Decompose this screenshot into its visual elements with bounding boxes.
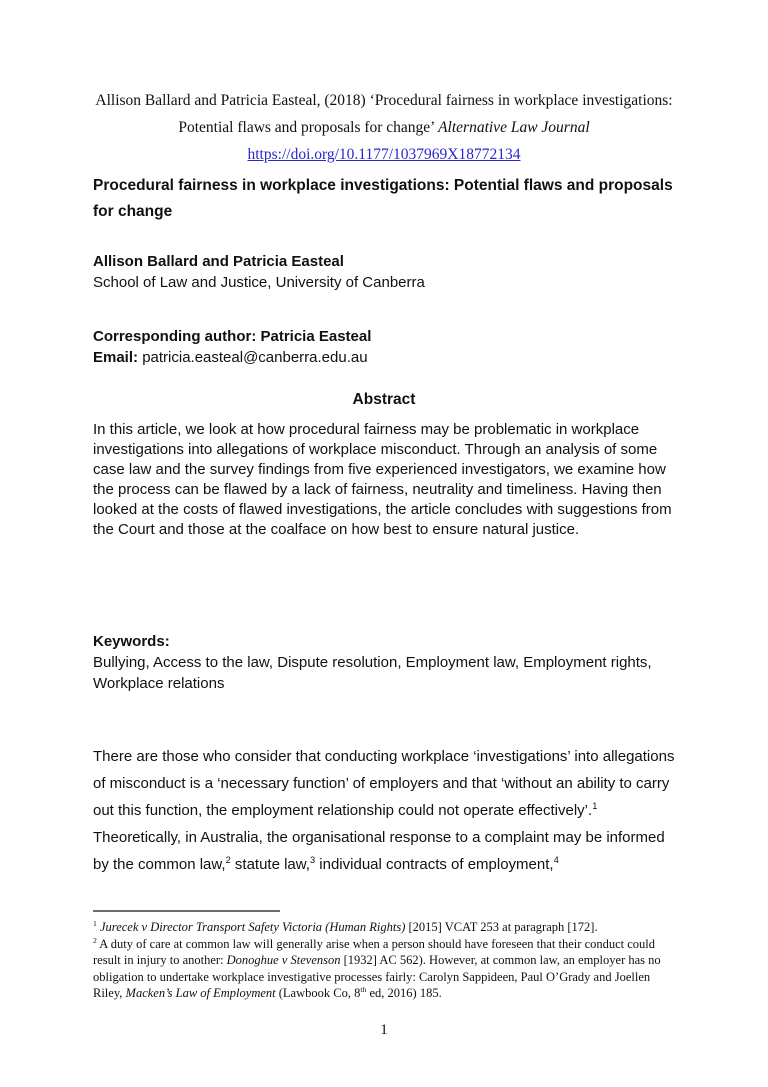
citation-line-1: Allison Ballard and Patricia Easteal, (2018) ‘Procedural fairness in workplace investigations: <box>95 92 673 109</box>
footnote-2: $^2$ A duty of care at common law will generally arise when a person should have foreseen that their conduct could result in injury to another: Donoghue v Stevenson [1932] AC 562). However, at common law, an employer has no obligation to undertake workplace investigative processes fairly: Carolyn Sappideen, Paul O’Grady and Joellen Riley, Macken’s Law of Employment (Lawbook Co, 8th ed, 2016) 185. <box>93 935 661 1000</box>
footnotes <box>93 919 675 1002</box>
email-value: patricia.easteal@canberra.edu.au <box>142 349 368 366</box>
corresponding-author: Corresponding author: Patricia Easteal <box>93 328 372 345</box>
keywords-text: Bullying, Access to the law, Dispute resolution, Employment law, Employment rights, Workplace relations <box>93 654 652 692</box>
citation-doi-line <box>93 141 675 168</box>
footnote-separator <box>93 910 280 912</box>
citation-header <box>93 87 675 168</box>
footnote-1: $^1$ Jurecek v Director Transport Safety Victoria (Human Rights) [2015] VCAT 253 at paragraph [172]. <box>93 918 598 934</box>
authors: Allison Ballard and Patricia Easteal <box>93 253 344 270</box>
doi-link[interactable]: https://doi.org/10.1177/1037969X18772134 <box>247 146 521 163</box>
page-number: 1 <box>380 1022 388 1038</box>
abstract-text: In this article, we look at how procedural fairness may be problematic in workplace investigations into allegations of workplace misconduct. Through an analysis of some case law and the survey findings from five experienced investigators, we examine how the process can be flawed by a lack of fairness, neutrality and timeliness. Having then looked at the costs of flawed investigations, the article concludes with suggestions from the Court and those at the coalface on how best to ensure natural justice. <box>93 421 672 538</box>
email-line <box>93 347 675 368</box>
abstract-heading: Abstract <box>352 391 416 408</box>
keywords-heading: Keywords: <box>93 633 170 650</box>
affiliation: School of Law and Justice, University of Canberra <box>93 274 425 291</box>
body-paragraph: There are those who consider that conducting workplace ‘investigations’ into allegations of misconduct is a ‘necessary function’ of employers and that ‘without an ability to carry out this function, the employment relationship could not operate effectively’.$^1$ Theoretically, in Australia, the organisational response to a complaint may be informed by the common law,$^2$ statute law,$^3$ individual contracts of employment,$^4$ <box>93 748 675 873</box>
email-label: Email: <box>93 349 139 366</box>
citation-line-2: Potential flaws and proposals for change’ Alternative Law Journal <box>178 119 590 136</box>
article-title: Procedural fairness in workplace investigations: Potential flaws and proposals for change <box>93 177 673 220</box>
